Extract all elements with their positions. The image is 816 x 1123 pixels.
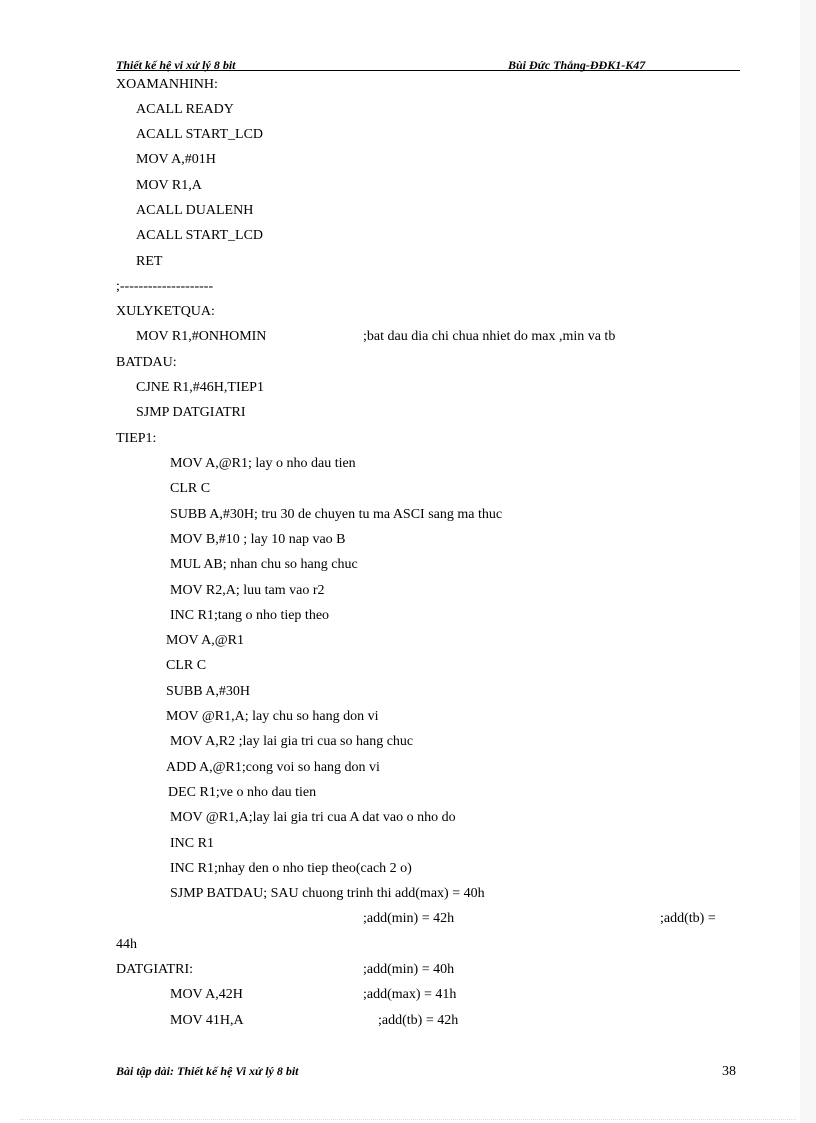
code-line: MOV A,#01H [136,152,216,167]
code-label: BATDAU: [116,355,177,370]
code-label: DATGIATRI: [116,962,193,977]
code-line: MOV R2,A; luu tam vao r2 [170,583,325,598]
header-author: Bùi Đức Thắng-ĐĐK1-K47 [508,58,646,72]
code-comment: ;add(tb) = [660,911,716,926]
separator-comment: ;-------------------- [116,279,214,294]
code-line: CLR C [170,481,211,496]
code-comment: ;add(max) = 41h [363,987,457,1002]
code-line: ACALL DUALENH [136,203,254,218]
footer-title: Bài tập dài: Thiết kế hệ Vi xử lý 8 bit [116,1064,299,1078]
code-line: MOV @R1,A; lay chu so hang don vi [166,709,379,724]
code-line: CJNE R1,#46H,TIEP1 [136,380,264,395]
code-line: SUBB A,#30H; tru 30 de chuyen tu ma ASCI sang ma thuc [170,507,503,522]
code-line: DEC R1;ve o nho dau tien [168,785,317,800]
code-line: SUBB A,#30H [166,684,251,699]
code-line: MUL AB; nhan chu so hang chuc [170,557,358,572]
code-line: INC R1 [170,836,214,851]
code-line: MOV R1,A [136,178,202,193]
code-line: MOV 41H,A [170,1013,244,1028]
code-comment: ;bat dau dia chi chua nhiet do max ,min va tb [363,329,616,344]
code-line: ACALL START_LCD [136,228,264,243]
code-line: MOV @R1,A;lay lai gia tri cua A dat vao o nho do [170,810,456,825]
code-label: XOAMANHINH: [116,77,218,92]
code-line: MOV A,R2 ;lay lai gia tri cua so hang chuc [170,734,414,749]
code-comment: ;add(tb) = 42h [378,1013,459,1028]
code-line: ACALL READY [136,102,234,117]
code-line: INC R1;tang o nho tiep theo [170,608,330,623]
code-line: SJMP BATDAU; SAU chuong trinh thi add(max) = 40h [170,886,485,901]
code-line: MOV A,@R1 [166,633,244,648]
code-line: RET [136,254,163,269]
code-line: MOV A,@R1; lay o nho dau tien [170,456,356,471]
code-line: ADD A,@R1;cong voi so hang don vi [166,760,380,775]
code-line: ACALL START_LCD [136,127,264,142]
page-edge-shadow [800,0,816,1123]
code-line-wrap: 44h [116,937,137,952]
code-line: MOV A,42H [170,987,243,1002]
code-comment: ;add(min) = 42h [363,911,455,926]
header-title: Thiết kế hệ vi xử lý 8 bit [116,58,236,72]
code-line: MOV R1,#ONHOMIN [136,329,267,344]
code-label: TIEP1: [116,431,157,446]
code-line: CLR C [166,658,207,673]
code-line: MOV B,#10 ; lay 10 nap vao B [170,532,346,547]
code-label: XULYKETQUA: [116,304,215,319]
page-bottom-border [20,1119,796,1120]
code-comment: ;add(min) = 40h [363,962,455,977]
page-number: 38 [722,1064,736,1079]
header-rule [116,70,740,71]
code-line: SJMP DATGIATRI [136,405,246,420]
code-line: INC R1;nhay den o nho tiep theo(cach 2 o) [170,861,412,876]
